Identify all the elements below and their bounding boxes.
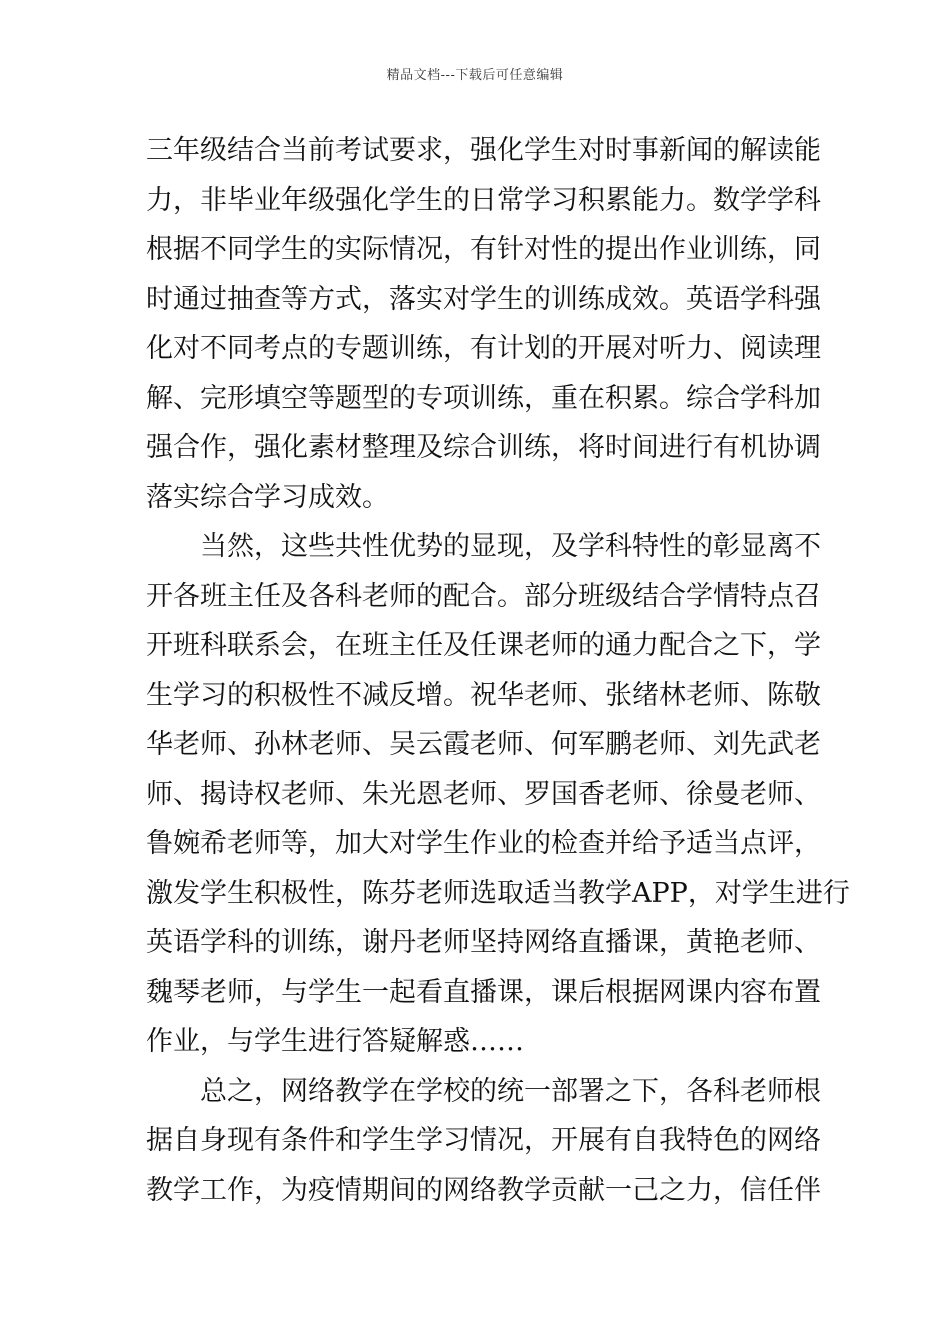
text-line: 力，非毕业年级强化学生的日常学习积累能力。数学学科 <box>146 184 821 216</box>
text-line: 根据不同学生的实际情况，有针对性的提出作业训练，同 <box>146 234 821 265</box>
text-line: 当然，这些共性优势的显现，及学科特性的彰显离不 <box>200 531 821 562</box>
paragraph <box>146 126 821 522</box>
text-line: 开班科联系会，在班主任及任课老师的通力配合之下，学 <box>146 630 821 661</box>
text-line: 时通过抽查等方式，落实对学生的训练成效。英语学科强 <box>146 283 821 315</box>
text-line: 师、揭诗权老师、朱光恩老师、罗国香老师、徐曼老师、 <box>146 778 821 810</box>
paragraph <box>146 1067 821 1216</box>
text-line: 解、完形填空等题型的专项训练，重在积累。综合学科加 <box>146 382 821 414</box>
text-line: 激发学生积极性，陈芬老师选取适当教学APP，对学生进行 <box>146 877 850 909</box>
page-header: 精品文档---下载后可任意编辑 <box>386 68 564 83</box>
text-line: 英语学科的训练，谢丹老师坚持网络直播课，黄艳老师、 <box>146 927 821 958</box>
text-line: 开各班主任及各科老师的配合。部分班级结合学情特点召 <box>146 580 821 612</box>
text-line: 作业，与学生进行答疑解惑…… <box>146 1026 524 1057</box>
text-line: 三年级结合当前考试要求，强化学生对时事新闻的解读能 <box>146 135 821 166</box>
paragraph <box>146 522 850 1067</box>
text-line: 强合作，强化素材整理及综合训练，将时间进行有机协调 <box>146 432 821 463</box>
document-body <box>146 126 850 1215</box>
text-line: 教学工作，为疫情期间的网络教学贡献一己之力，信任伴 <box>146 1174 821 1206</box>
text-line: 鲁婉希老师等，加大对学生作业的检查并给予适当点评， <box>146 828 821 859</box>
text-line: 总之，网络教学在学校的统一部署之下，各科老师根 <box>200 1075 821 1107</box>
text-line: 魏琴老师，与学生一起看直播课，课后根据网课内容布置 <box>146 976 821 1008</box>
text-line: 落实综合学习成效。 <box>146 481 389 513</box>
text-line: 据自身现有条件和学生学习情况，开展有自我特色的网络 <box>146 1125 821 1156</box>
text-line: 化对不同考点的专题训练，有计划的开展对听力、阅读理 <box>146 333 821 364</box>
text-line: 生学习的积极性不减反增。祝华老师、张绪林老师、陈敬 <box>146 679 821 711</box>
text-line: 华老师、孙林老师、吴云霞老师、何军鹏老师、刘先武老 <box>146 729 821 760</box>
